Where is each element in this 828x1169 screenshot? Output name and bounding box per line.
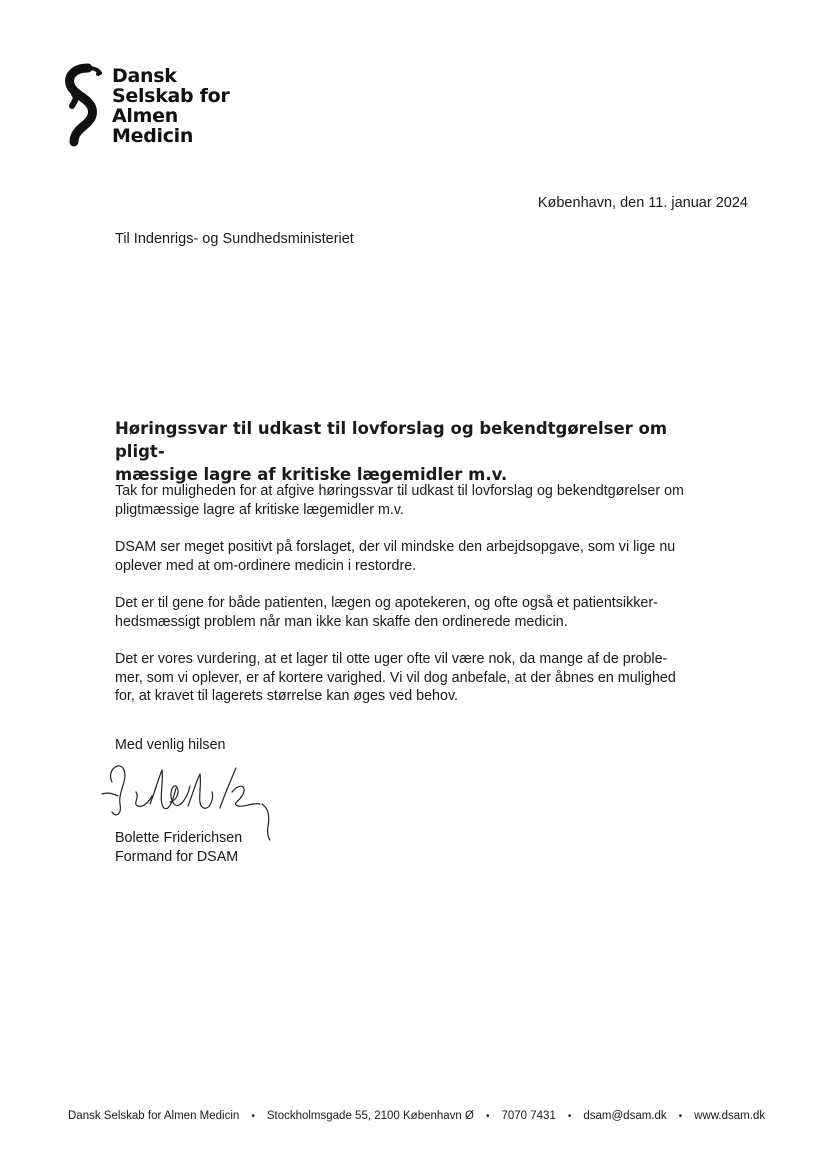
text-line: oplever med at om-ordinere medicin i restordre. [115,557,417,574]
text-line: for, at kravet til lagerets størrelse kan øges ved behov. [115,688,459,704]
body-paragraph [115,482,715,519]
logo-wordmark [112,66,229,146]
signer-title: Formand for DSAM [115,848,239,865]
text-line: pligtmæssige lagre af kritiske lægemidler m.v. [115,501,404,518]
footer-separator: • [251,1111,255,1122]
body-paragraph [115,650,715,706]
logo-line: Dansk [112,65,177,87]
subject-line: mæssige lagre af kritiske lægemidler m.v. [115,465,508,484]
footer-org: Dansk Selskab for Almen Medicin [68,1110,240,1122]
body-paragraph [115,538,715,575]
text-line: mer, som vi oplever, er af kortere varighed. Vi vil dog anbefale, at der åbnes en mulighed [115,669,676,686]
footer-phone: 7070 7431 [501,1110,556,1122]
footer-separator: • [485,1111,490,1122]
logo-line: Medicin [112,125,194,147]
text-line: Tak for muligheden for at afgive høringssvar til udkast til lovforslag og bekendtgørelser om [115,483,684,499]
logo-line: Selskab for [112,85,230,107]
signer-block [115,829,242,866]
footer-address: Stockholmsgade 55, 2100 København Ø [266,1110,474,1122]
footer-email: dsam@dsam.dk [583,1110,667,1122]
text-line: DSAM ser meget positivt på forslaget, der vil mindske den arbejdsopgave, som vi lige nu [115,539,676,555]
logo-line: Almen [112,105,178,127]
footer-website: www.dsam.dk [694,1110,766,1122]
subject-line: Høringssvar til udkast til lovforslag og bekendtgørelser om pligt- [115,419,668,461]
text-line: hedsmæssigt problem når man ikke kan skaffe den ordinerede medicin. [115,613,568,630]
subject-heading [115,417,715,486]
footer-separator: • [567,1111,572,1122]
letter-date: København, den 11. januar 2024 [537,195,748,211]
serpent-staff-icon [64,62,104,150]
signer-name: Bolette Friderichsen [115,830,243,846]
text-line: Det er til gene for både patienten, lægen og apotekeren, og ofte også et patientsikker- [115,595,658,611]
dsam-logo [64,62,254,152]
letter-body [115,482,715,725]
closing-salutation: Med venlig hilsen [115,737,226,753]
recipient-line: Til Indenrigs- og Sundhedsministeriet [115,231,354,247]
letter-footer [68,1110,768,1122]
text-line: Det er vores vurdering, at et lager til otte uger ofte vil være nok, da mange af de proble- [115,651,668,667]
body-paragraph [115,594,715,631]
footer-separator: • [678,1111,683,1122]
